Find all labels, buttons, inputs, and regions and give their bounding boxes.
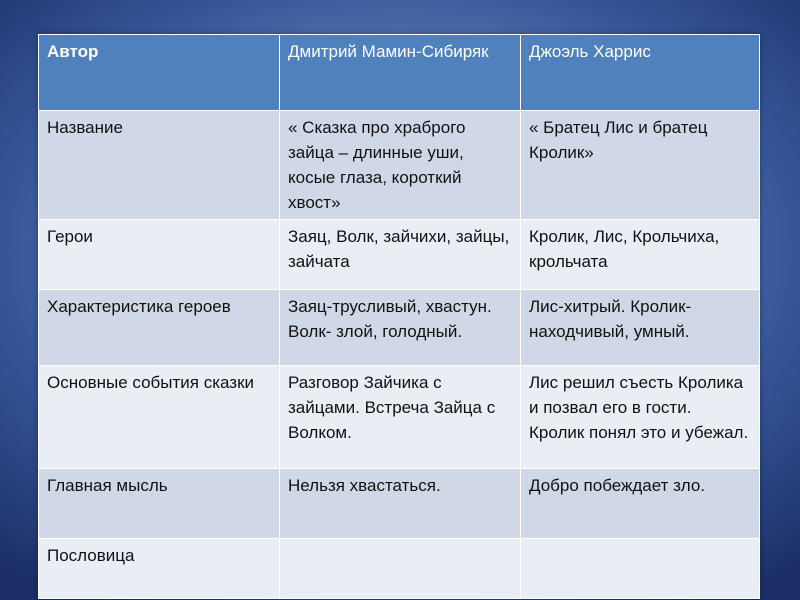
header-cell-mamin-sibiryak: Дмитрий Мамин-Сибиряк (280, 35, 521, 111)
table-cell: Заяц, Волк, зайчихи, зайцы, зайчата (280, 220, 521, 290)
table-row-proverb (39, 539, 760, 599)
table-cell: « Сказка про храброго зайца – длинные уши, косые глаза, короткий хвост» (280, 111, 521, 220)
table-cell: « Братец Лис и братец Кролик» (521, 111, 760, 220)
comparison-table (38, 34, 760, 599)
row-label: Главная мысль (39, 469, 280, 539)
table-cell (280, 539, 521, 599)
header-cell-harris: Джоэль Харрис (521, 35, 760, 111)
row-label: Основные события сказки (39, 366, 280, 469)
table-cell: Разговор Зайчика с зайцами. Встреча Зайца с Волком. (280, 366, 521, 469)
row-label: Название (39, 111, 280, 220)
table-cell: Лис-хитрый. Кролик-находчивый, умный. (521, 290, 760, 366)
header-cell-author: Автор (39, 35, 280, 111)
table-header-row (39, 35, 760, 111)
table-row-main-idea (39, 469, 760, 539)
table-cell (521, 539, 760, 599)
row-label: Герои (39, 220, 280, 290)
table-row-characteristics (39, 290, 760, 366)
table-cell: Лис решил съесть Кролика и позвал его в гости. Кролик понял это и убежал. (521, 366, 760, 469)
table-cell: Нельзя хвастаться. (280, 469, 521, 539)
table-row-heroes (39, 220, 760, 290)
table-cell: Добро побеждает зло. (521, 469, 760, 539)
table-cell: Кролик, Лис, Крольчиха, крольчата (521, 220, 760, 290)
row-label: Пословица (39, 539, 280, 599)
table-row-events (39, 366, 760, 469)
table-row-title (39, 111, 760, 220)
table-cell: Заяц-трусливый, хвастун. Волк- злой, голодный. (280, 290, 521, 366)
row-label: Характеристика героев (39, 290, 280, 366)
